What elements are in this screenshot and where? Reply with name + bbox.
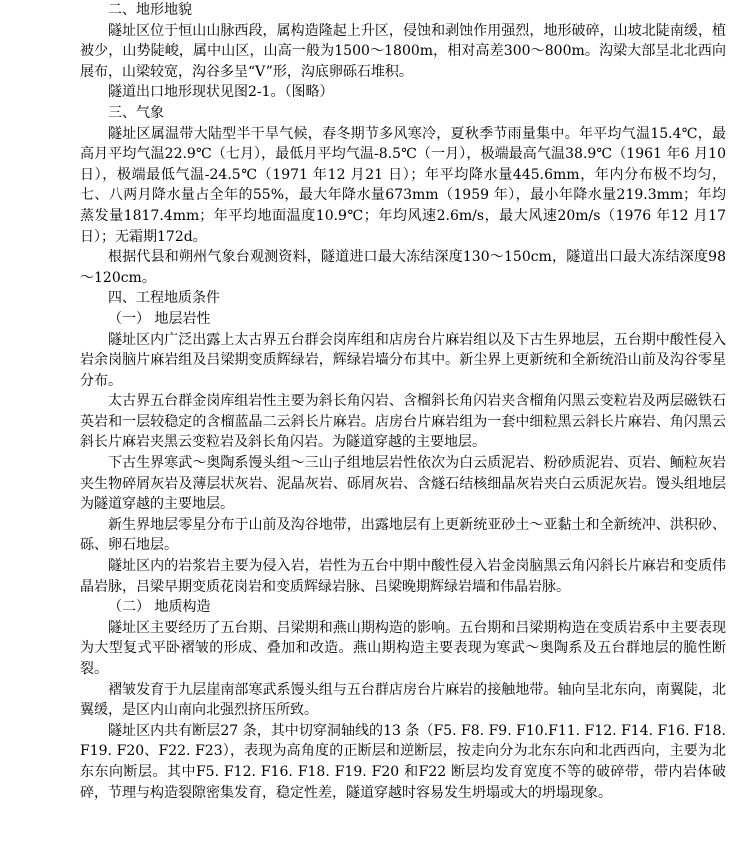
paragraph-magmatic: 隧址区内的岩浆岩主要为侵入岩，岩性为五台中期中酸性侵入岩金岗脑黑云角闪斜长片麻岩和变质伟晶岩脉，吕梁早期变质花岗岩和变质辉绿岩脉、吕梁晚期辉绿岩墙和伟晶岩脉。 bbox=[80, 558, 726, 595]
paragraph-climate: 隧址区属温带大陆型半干旱气候，春冬期节多风寒冷，夏秋季节雨量集中。年平均气温15.4℃，最高月平均气温22.9℃（七月），最低月平均气温-8.5℃（一月），极端最高气温38.9℃（1961 年6 月10 日），极端最低气温-24.5℃（1971 年12 月21 日）；年平均降水量445.6mm，年内分布极不均匀，七、八两月降水量占全年的55%，最大年降水量673mm（1959 年），最小年降水量219.3mm；年均蒸发量1817.4mm；年平均地面温度10.9℃；年均风速2.6m/s，最大风速20m/s（1976 年12 月17 日）；无霜期172d。 bbox=[80, 125, 726, 245]
section-heading-climate: 三、气象 bbox=[108, 104, 164, 121]
paragraph-cenozoic: 新生界地层零星分布于山前及沟谷地带，出露地层有上更新统亚砂土～亚黏土和全新统冲、洪积砂、砾、卵石地层。 bbox=[80, 516, 726, 554]
paragraph-faults: 隧址区内共有断层27 条，其中切穿洞轴线的13 条（F5. F8. F9. F10.F11. F12. F14. F16. F18. F19. F20、F22. F23），表现为高角度的正断层和逆断层，按走向分为北东东向和北西西向，主要为北东东向断层。其中F5. F12. F16. F18. F19. F20 和F22 断层均发育宽度不等的破碎带，带内岩体破碎，节理与构造裂隙密集发育，稳定性差，隧道穿越时容易发生坍塌或大的坍塌现象。 bbox=[80, 722, 726, 801]
document-page bbox=[80, 0, 726, 803]
paragraph-frost-depth: 根据代县和朔州气象台观测资料，隧道进口最大冻结深度130～150cm，隧道出口最大冻结深度98～120cm。 bbox=[80, 249, 726, 286]
paragraph-archean: 太古界五台群金岗库组岩性主要为斜长角闪岩、含榴斜长角闪岩夹含榴角闪黑云变粒岩及两层磁铁石英岩和一层较稳定的含榴蓝晶二云斜长片麻岩。店房台片麻岩组为一套中细粒黑云斜长片麻岩、角闪黑云斜长片麻岩夹黑云变粒岩及斜长角闪岩。为隧道穿越的主要地层。 bbox=[80, 393, 726, 451]
paragraph-terrain-figure-note: 隧道出口地形现状见图2-1。（图略） bbox=[108, 84, 334, 101]
paragraph-strata-overview: 隧址区内广泛出露上太古界五台群会岗库组和店房台片麻岩组以及下古生界地层，五台期中酸性侵入岩余岗脑片麻岩组及吕梁期变质辉绿岩，辉绿岩墙分布其中。新尘界上更新统和全新统沿山前及沟谷零星分布。 bbox=[80, 331, 726, 389]
paragraph-tectonics: 隧址区主要经历了五台期、吕梁期和燕山期构造的影响。五台期和吕梁期构造在变质岩系中主要表现为大型复式平卧褶皱的形成、叠加和改造。燕山期构造主要表现为寒武～奥陶系及五台群地层的脆性断裂。 bbox=[80, 619, 726, 677]
subheading-structure: （二） 地质构造 bbox=[108, 599, 211, 616]
paragraph-paleozoic: 下古生界寒武～奥陶系馒头组～三山子组地层岩性依次为白云质泥岩、粉砂质泥岩、页岩、鲕粒灰岩夹生物碎屑灰岩及薄层状灰岩、泥晶灰岩、砾屑灰岩、含燧石结核细晶灰岩夹白云质泥灰岩。馒头组地层为隧道穿越的主要地层。 bbox=[80, 455, 726, 513]
section-heading-terrain: 二、地形地貌 bbox=[108, 2, 192, 18]
paragraph-terrain: 隧址区位于恒山山脉西段，属构造隆起上升区，侵蚀和剥蚀作用强烈，地形破碎，山坡北陡南缓，植被少，山势陡峻，属中山区，山高一般为1500～1800m，相对高差300～800m。沟梁大部呈北北西向展布，山梁较宽，沟谷多呈“V”形，沟底卵砾石堆积。 bbox=[80, 22, 726, 80]
section-heading-geology: 四、工程地质条件 bbox=[108, 290, 220, 307]
paragraph-folds: 褶皱发育于九层崖南部寒武系馒头组与五台群店房台片麻岩的接触地带。轴向呈北东向，南翼陡，北翼缓，是区内山南向北强烈挤压所致。 bbox=[80, 681, 726, 719]
subheading-strata: （一） 地层岩性 bbox=[108, 310, 211, 327]
